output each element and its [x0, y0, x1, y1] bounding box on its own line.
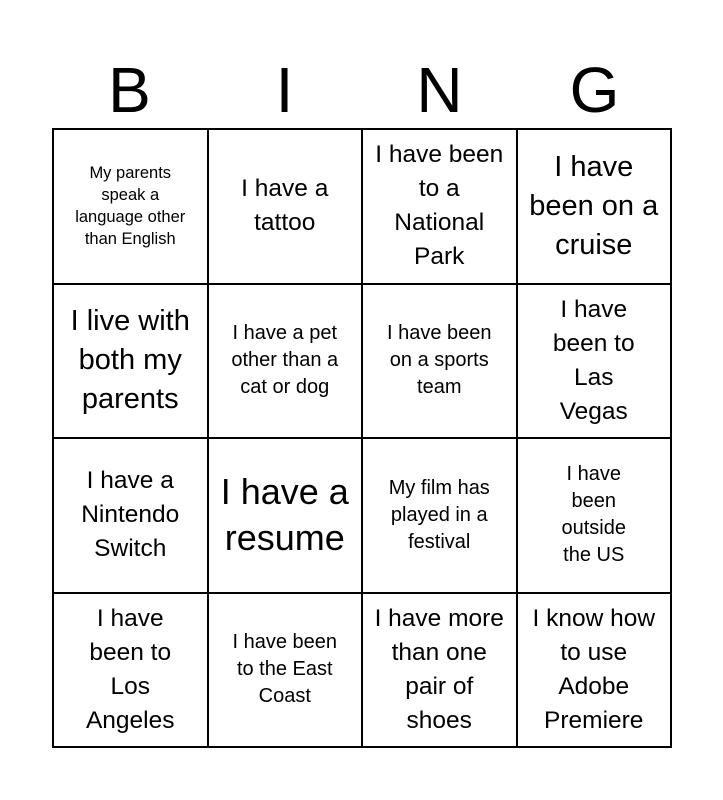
cell-text: I live with both my parents: [70, 305, 190, 416]
bingo-header: [52, 52, 672, 128]
bingo-cell[interactable]: [363, 130, 518, 285]
bingo-cell[interactable]: [54, 285, 209, 440]
cell-text: I have more than one pair of shoes: [374, 604, 504, 734]
cell-text: I have been on a cruise: [529, 150, 659, 261]
bingo-cell[interactable]: [54, 130, 209, 285]
cell-text: I have a resume: [220, 471, 349, 559]
bingo-grid: [52, 128, 672, 748]
cell-text: I have been to the East Coast: [232, 631, 338, 708]
bingo-cell[interactable]: [518, 285, 673, 440]
cell-text: I have been outside the US: [561, 463, 626, 567]
header-letter-n: N: [416, 54, 463, 126]
cell-text: I have a pet other than a cat or dog: [231, 322, 339, 399]
bingo-cell[interactable]: [363, 594, 518, 749]
bingo-cell[interactable]: [209, 594, 364, 749]
bingo-cell[interactable]: [518, 439, 673, 594]
cell-text: I have been to Las Vegas: [552, 295, 635, 425]
cell-text: I have been to Los Angeles: [85, 604, 175, 734]
bingo-cell[interactable]: [209, 285, 364, 440]
bingo-cell[interactable]: [518, 130, 673, 285]
bingo-cell[interactable]: [363, 285, 518, 440]
cell-text: I have been on a sports team: [386, 322, 492, 399]
cell-text: I have a Nintendo Switch: [81, 467, 180, 563]
bingo-cell[interactable]: [209, 439, 364, 594]
bingo-cell[interactable]: [54, 439, 209, 594]
cell-text: My parents speak a language other than English: [75, 164, 186, 249]
cell-text: My film has played in a festival: [388, 476, 490, 553]
cell-text: I have a tattoo: [241, 175, 329, 237]
cell-text: I know how to use Adobe Premiere: [532, 604, 656, 734]
header-letter-g: G: [569, 54, 620, 126]
bingo-cell[interactable]: [209, 130, 364, 285]
bingo-cell[interactable]: [518, 594, 673, 749]
header-letter-i: I: [275, 54, 294, 126]
bingo-cell[interactable]: [363, 439, 518, 594]
header-letter-b: B: [108, 54, 151, 126]
bingo-cell[interactable]: [54, 594, 209, 749]
cell-text: I have been to a National Park: [375, 141, 504, 271]
